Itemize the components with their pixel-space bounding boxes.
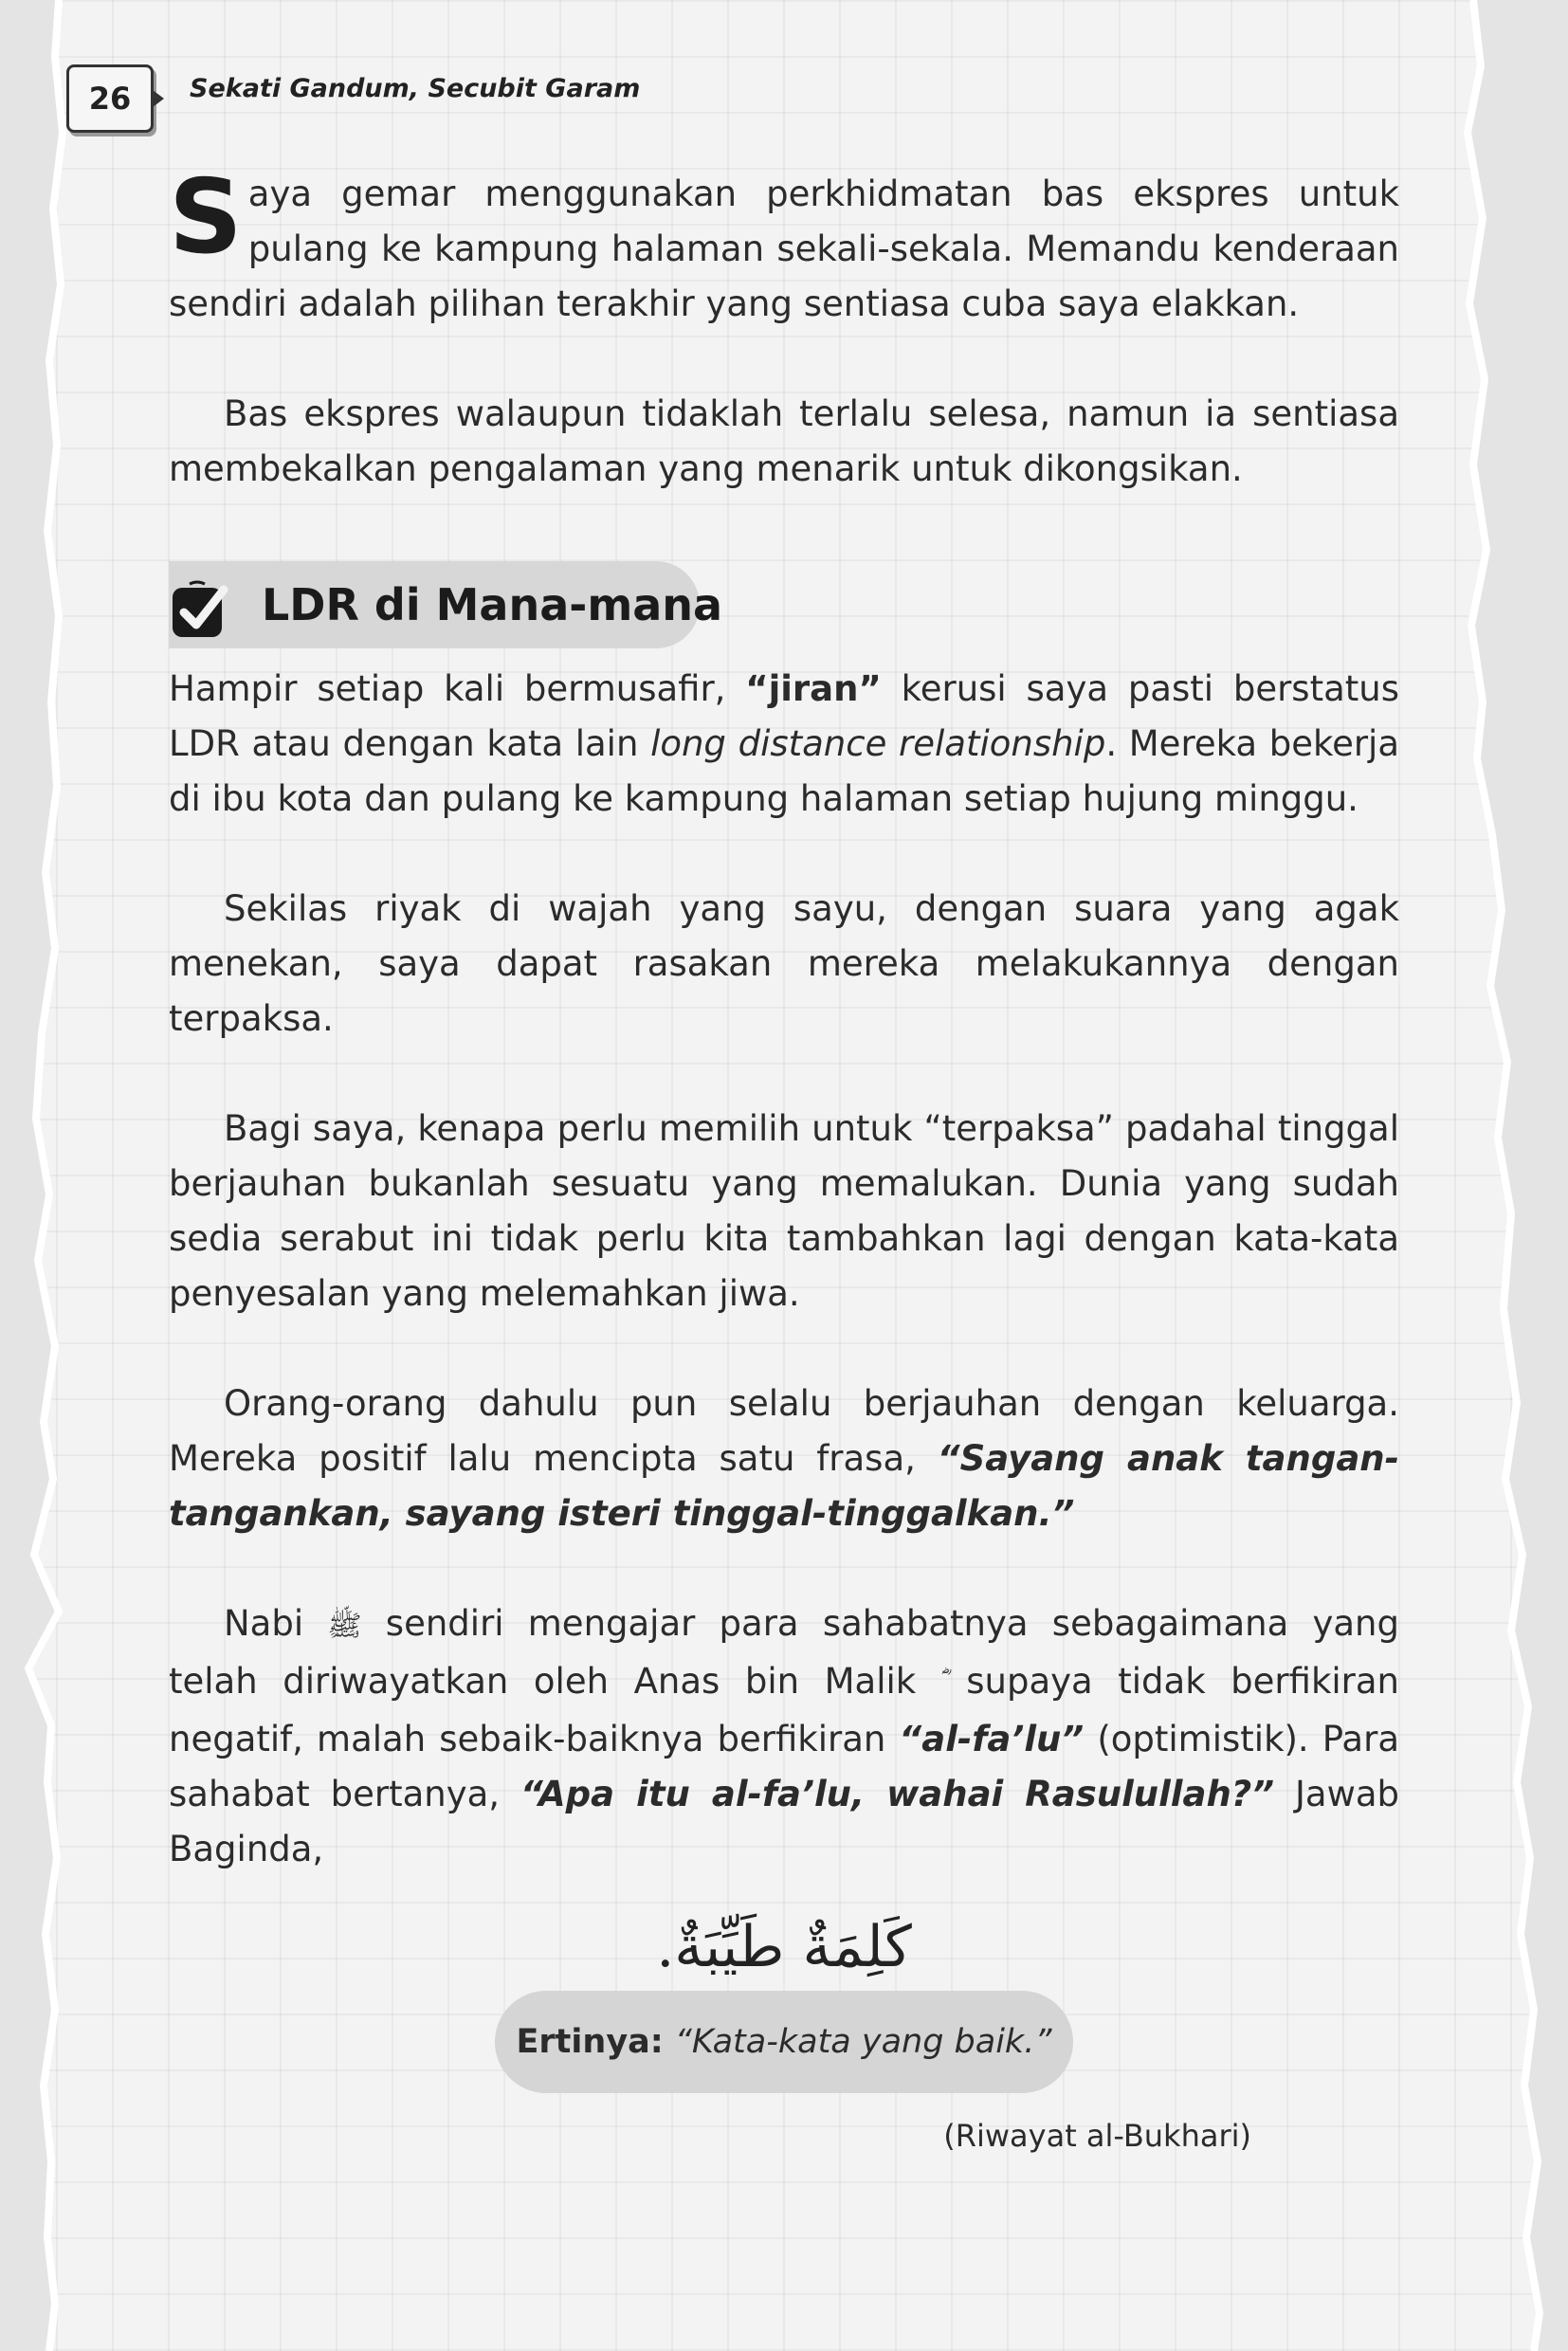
drop-cap: S [169, 158, 243, 277]
torn-edge-right [1435, 0, 1568, 2351]
translation-box [495, 1991, 1073, 2093]
salawat-glyph: ﷺ [327, 1610, 362, 1643]
running-head-title: Sekati Gandum, Secubit Garam [190, 74, 641, 103]
translation-label: Ertinya: [516, 2023, 664, 2061]
page-number: 26 [66, 64, 154, 133]
torn-edge-left [0, 0, 104, 2351]
page-content [169, 158, 1400, 2163]
section-paragraph-3: Bagi saya, kenapa perlu memilih untuk “terpaksa” padahal tinggal berjauhan bukanlah sesuatu yang memalukan. Dunia yang sudah sedia serabut ini tidak perlu kita tambahkan lagi dengan kata-kata penyesalan yang melemahkan jiwa. [169, 1108, 1399, 1314]
section-paragraph-2: Sekilas riyak di wajah yang sayu, dengan suara yang agak menekan, saya dapat rasakan mereka melakukannya dengan terpaksa. [169, 888, 1399, 1039]
section-heading [169, 552, 1399, 662]
section-title: LDR di Mana-mana [262, 579, 723, 630]
intro-paragraph-2: Bas ekspres walaupun tidaklah terlalu selesa, namun ia sentiasa membekalkan pengalaman yang menarik untuk dikongsikan. [169, 393, 1399, 489]
hadith-arabic-text: كَلِمَةٌ طَيِّبَةٌ. [656, 1914, 912, 1980]
intro-paragraph-1: Saya gemar menggunakan perkhidmatan bas ekspres untuk pulang ke kampung halaman sekali-sekala. Memandu kenderaan sendiri adalah pilihan terakhir yang sentiasa cuba saya elakkan. [169, 158, 1399, 324]
section-paragraph-1: Hampir setiap kali bermusafir, “jiran” kerusi saya pasti berstatus LDR atau dengan kata lain long distance relationship. Mereka bekerja di ibu kota dan pulang ke kampung halaman setiap hujung minggu. [169, 668, 1400, 819]
hadith-reference: (Riwayat al-Bukhari) [943, 2118, 1251, 2154]
checkbox-check-icon [169, 580, 245, 641]
section-paragraph-5: Nabi ﷺ sendiri mengajar para sahabatnya sebagaimana yang telah diriwayatkan oleh Anas bin Malik supaya tidak berfikiran negatif, malah sebaik-baiknya berfikiran “al-fa’lu” (optimistik). Para sahabat bertanya, “Apa itu al-fa’lu, wahai Rasulullah?” Jawab Baginda, [169, 1603, 1399, 1869]
translation-text: “Kata-kata yang baik.” [674, 2023, 1052, 2061]
section-paragraph-4: Orang-orang dahulu pun selalu berjauhan dengan keluarga. Mereka positif lalu mencipta satu frasa, “Sayang anak tangan-tangankan, sayang isteri tinggal-tinggalkan.” [169, 1383, 1399, 1534]
